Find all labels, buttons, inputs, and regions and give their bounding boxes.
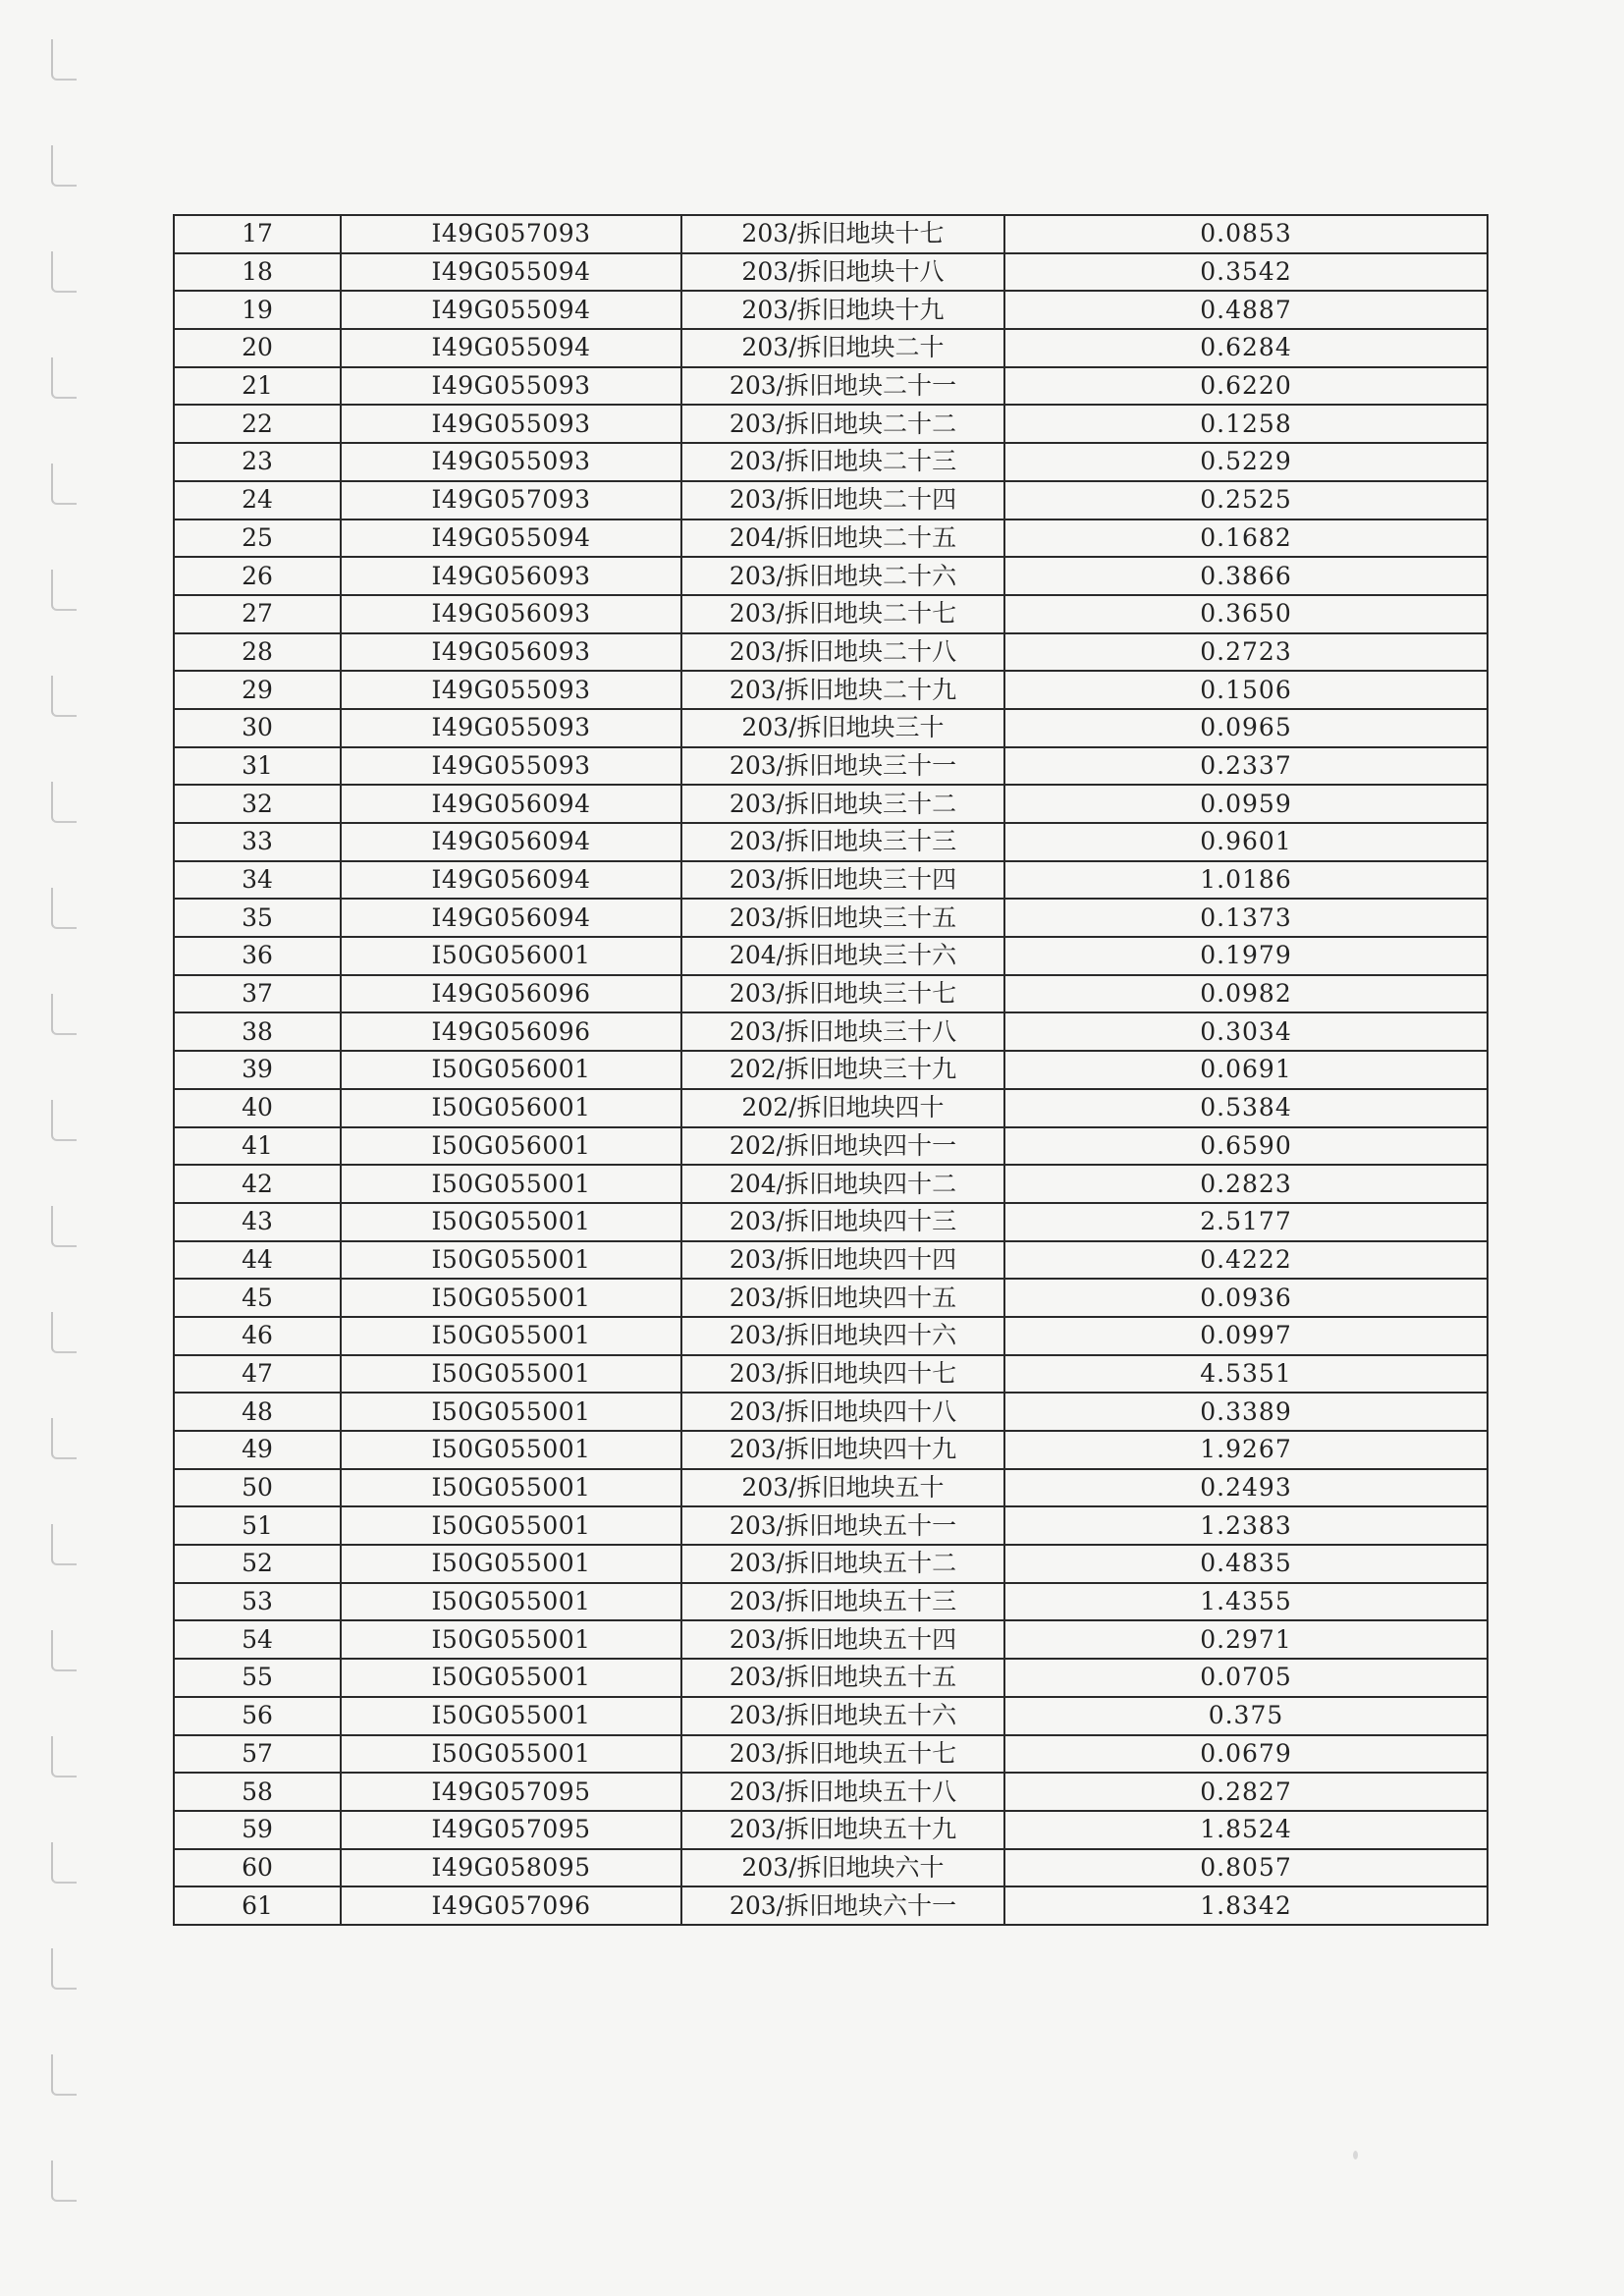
map-sheet-code-cell: I50G055001 — [341, 1506, 681, 1545]
row-number-cell: 37 — [174, 975, 341, 1013]
row-number-cell: 27 — [174, 595, 341, 633]
parcel-name-cell: 203/拆旧地块四十九 — [681, 1431, 1004, 1469]
row-number-cell: 30 — [174, 709, 341, 747]
parcel-name-cell: 203/拆旧地块四十四 — [681, 1241, 1004, 1280]
map-sheet-code-cell: I50G055001 — [341, 1355, 681, 1394]
map-sheet-code-cell: I49G056093 — [341, 633, 681, 672]
binding-mark — [51, 888, 77, 929]
map-sheet-code-cell: I50G055001 — [341, 1317, 681, 1355]
row-number-cell: 34 — [174, 861, 341, 900]
map-sheet-code-cell: I50G056001 — [341, 1089, 681, 1127]
area-value-cell: 1.2383 — [1004, 1506, 1488, 1545]
area-value-cell: 0.6590 — [1004, 1127, 1488, 1166]
area-value-cell: 0.0965 — [1004, 709, 1488, 747]
table-row — [174, 1051, 1488, 1089]
parcel-name-cell: 203/拆旧地块二十九 — [681, 671, 1004, 709]
map-sheet-code-cell: I50G055001 — [341, 1735, 681, 1774]
table-row — [174, 329, 1488, 367]
parcel-name-cell: 203/拆旧地块六十一 — [681, 1886, 1004, 1925]
row-number-cell: 19 — [174, 291, 341, 329]
map-sheet-code-cell: I49G057093 — [341, 481, 681, 519]
row-number-cell: 36 — [174, 937, 341, 975]
row-number-cell: 17 — [174, 215, 341, 253]
row-number-cell: 43 — [174, 1203, 341, 1241]
area-value-cell: 0.1258 — [1004, 405, 1488, 443]
parcel-name-cell: 203/拆旧地块二十 — [681, 329, 1004, 367]
parcel-name-cell: 203/拆旧地块四十八 — [681, 1393, 1004, 1431]
area-value-cell: 0.0959 — [1004, 785, 1488, 823]
area-value-cell: 0.3034 — [1004, 1012, 1488, 1051]
area-value-cell: 0.3389 — [1004, 1393, 1488, 1431]
binding-hole-marks — [51, 39, 110, 2259]
map-sheet-code-cell: I49G056094 — [341, 823, 681, 861]
row-number-cell: 31 — [174, 747, 341, 786]
area-value-cell: 0.0679 — [1004, 1735, 1488, 1774]
map-sheet-code-cell: I50G055001 — [341, 1241, 681, 1280]
area-value-cell: 0.4887 — [1004, 291, 1488, 329]
parcel-name-cell: 203/拆旧地块三十二 — [681, 785, 1004, 823]
binding-mark — [51, 1948, 77, 1990]
parcel-name-cell: 203/拆旧地块五十三 — [681, 1583, 1004, 1621]
row-number-cell: 59 — [174, 1811, 341, 1849]
map-sheet-code-cell: I49G055094 — [341, 291, 681, 329]
parcel-name-cell: 203/拆旧地块四十五 — [681, 1279, 1004, 1317]
area-value-cell: 0.0705 — [1004, 1659, 1488, 1697]
area-value-cell: 1.8342 — [1004, 1886, 1488, 1925]
row-number-cell: 25 — [174, 519, 341, 558]
map-sheet-code-cell: I49G056094 — [341, 861, 681, 900]
area-value-cell: 0.2823 — [1004, 1165, 1488, 1203]
parcel-name-cell: 203/拆旧地块十七 — [681, 215, 1004, 253]
row-number-cell: 45 — [174, 1279, 341, 1317]
binding-mark — [51, 1206, 77, 1247]
map-sheet-code-cell: I49G055093 — [341, 747, 681, 786]
map-sheet-code-cell: I50G055001 — [341, 1659, 681, 1697]
table-row — [174, 1393, 1488, 1431]
map-sheet-code-cell: I49G056094 — [341, 899, 681, 937]
area-value-cell: 0.2525 — [1004, 481, 1488, 519]
table-row — [174, 1431, 1488, 1469]
table-row — [174, 1583, 1488, 1621]
row-number-cell: 54 — [174, 1620, 341, 1659]
area-value-cell: 1.4355 — [1004, 1583, 1488, 1621]
binding-mark — [51, 1630, 77, 1671]
parcel-name-cell: 203/拆旧地块四十七 — [681, 1355, 1004, 1394]
binding-mark — [51, 251, 77, 293]
map-sheet-code-cell: I49G056096 — [341, 1012, 681, 1051]
area-value-cell: 0.1979 — [1004, 937, 1488, 975]
row-number-cell: 40 — [174, 1089, 341, 1127]
table-row — [174, 1620, 1488, 1659]
map-sheet-code-cell: I50G055001 — [341, 1203, 681, 1241]
area-value-cell: 0.2827 — [1004, 1773, 1488, 1811]
map-sheet-code-cell: I50G056001 — [341, 937, 681, 975]
parcel-name-cell: 203/拆旧地块四十六 — [681, 1317, 1004, 1355]
map-sheet-code-cell: I49G055093 — [341, 709, 681, 747]
map-sheet-code-cell: I49G055094 — [341, 519, 681, 558]
row-number-cell: 26 — [174, 557, 341, 595]
parcel-name-cell: 204/拆旧地块二十五 — [681, 519, 1004, 558]
row-number-cell: 44 — [174, 1241, 341, 1280]
area-value-cell: 2.5177 — [1004, 1203, 1488, 1241]
area-value-cell: 0.0997 — [1004, 1317, 1488, 1355]
map-sheet-code-cell: I49G055093 — [341, 443, 681, 481]
table-row — [174, 1089, 1488, 1127]
table-row — [174, 1545, 1488, 1583]
area-value-cell: 0.6284 — [1004, 329, 1488, 367]
table-row — [174, 1241, 1488, 1280]
parcel-name-cell: 203/拆旧地块三十五 — [681, 899, 1004, 937]
map-sheet-code-cell: I50G055001 — [341, 1279, 681, 1317]
table-row — [174, 861, 1488, 900]
map-sheet-code-cell: I49G056094 — [341, 785, 681, 823]
table-row — [174, 1012, 1488, 1051]
table-row — [174, 709, 1488, 747]
area-value-cell: 1.8524 — [1004, 1811, 1488, 1849]
map-sheet-code-cell: I49G058095 — [341, 1849, 681, 1887]
map-sheet-code-cell: I49G057095 — [341, 1811, 681, 1849]
row-number-cell: 49 — [174, 1431, 341, 1469]
area-value-cell: 0.3866 — [1004, 557, 1488, 595]
area-value-cell: 0.3542 — [1004, 253, 1488, 292]
table-row — [174, 1735, 1488, 1774]
area-value-cell: 0.375 — [1004, 1697, 1488, 1735]
table-row — [174, 1886, 1488, 1925]
table-row — [174, 1506, 1488, 1545]
parcel-name-cell: 203/拆旧地块五十一 — [681, 1506, 1004, 1545]
parcel-name-cell: 203/拆旧地块二十四 — [681, 481, 1004, 519]
row-number-cell: 33 — [174, 823, 341, 861]
table-row — [174, 519, 1488, 558]
parcel-name-cell: 203/拆旧地块二十七 — [681, 595, 1004, 633]
map-sheet-code-cell: I50G055001 — [341, 1545, 681, 1583]
area-value-cell: 0.5384 — [1004, 1089, 1488, 1127]
table-row — [174, 1811, 1488, 1849]
parcel-name-cell: 203/拆旧地块六十 — [681, 1849, 1004, 1887]
binding-mark — [51, 782, 77, 823]
row-number-cell: 55 — [174, 1659, 341, 1697]
map-sheet-code-cell: I50G055001 — [341, 1393, 681, 1431]
table-row — [174, 405, 1488, 443]
binding-mark — [51, 676, 77, 717]
table-row — [174, 595, 1488, 633]
row-number-cell: 22 — [174, 405, 341, 443]
parcel-name-cell: 203/拆旧地块十九 — [681, 291, 1004, 329]
map-sheet-code-cell: I50G055001 — [341, 1165, 681, 1203]
parcel-name-cell: 203/拆旧地块二十八 — [681, 633, 1004, 672]
parcel-name-cell: 203/拆旧地块五十五 — [681, 1659, 1004, 1697]
table-row — [174, 1279, 1488, 1317]
area-value-cell: 0.3650 — [1004, 595, 1488, 633]
area-value-cell: 4.5351 — [1004, 1355, 1488, 1394]
parcel-name-cell: 203/拆旧地块五十九 — [681, 1811, 1004, 1849]
parcel-name-cell: 203/拆旧地块五十二 — [681, 1545, 1004, 1583]
parcel-name-cell: 202/拆旧地块四十 — [681, 1089, 1004, 1127]
paper-speck — [1353, 2151, 1358, 2159]
parcel-name-cell: 202/拆旧地块四十一 — [681, 1127, 1004, 1166]
table-row — [174, 1203, 1488, 1241]
binding-mark — [51, 2160, 77, 2202]
row-number-cell: 47 — [174, 1355, 341, 1394]
parcel-name-cell: 203/拆旧地块三十三 — [681, 823, 1004, 861]
row-number-cell: 39 — [174, 1051, 341, 1089]
area-value-cell: 1.9267 — [1004, 1431, 1488, 1469]
table-row — [174, 1849, 1488, 1887]
map-sheet-code-cell: I49G055093 — [341, 671, 681, 709]
parcel-name-cell: 203/拆旧地块四十三 — [681, 1203, 1004, 1241]
binding-mark — [51, 464, 77, 505]
parcel-name-cell: 203/拆旧地块三十一 — [681, 747, 1004, 786]
table-body — [174, 215, 1488, 1925]
area-value-cell: 0.4835 — [1004, 1545, 1488, 1583]
row-number-cell: 28 — [174, 633, 341, 672]
area-value-cell: 1.0186 — [1004, 861, 1488, 900]
map-sheet-code-cell: I49G056093 — [341, 557, 681, 595]
table-row — [174, 253, 1488, 292]
row-number-cell: 18 — [174, 253, 341, 292]
table-row — [174, 1127, 1488, 1166]
binding-mark — [51, 2054, 77, 2096]
parcel-name-cell: 203/拆旧地块二十一 — [681, 367, 1004, 406]
parcel-name-cell: 202/拆旧地块三十九 — [681, 1051, 1004, 1089]
binding-mark — [51, 1418, 77, 1459]
row-number-cell: 23 — [174, 443, 341, 481]
parcel-name-cell: 204/拆旧地块四十二 — [681, 1165, 1004, 1203]
parcel-name-cell: 204/拆旧地块三十六 — [681, 937, 1004, 975]
table-row — [174, 367, 1488, 406]
area-value-cell: 0.9601 — [1004, 823, 1488, 861]
area-value-cell: 0.1682 — [1004, 519, 1488, 558]
row-number-cell: 60 — [174, 1849, 341, 1887]
binding-mark — [51, 1736, 77, 1777]
map-sheet-code-cell: I49G057096 — [341, 1886, 681, 1925]
map-sheet-code-cell: I50G055001 — [341, 1431, 681, 1469]
area-value-cell: 0.5229 — [1004, 443, 1488, 481]
table-row — [174, 899, 1488, 937]
parcel-name-cell: 203/拆旧地块五十七 — [681, 1735, 1004, 1774]
map-sheet-code-cell: I50G055001 — [341, 1469, 681, 1507]
row-number-cell: 50 — [174, 1469, 341, 1507]
table-row — [174, 1659, 1488, 1697]
table-row — [174, 1317, 1488, 1355]
table-row — [174, 671, 1488, 709]
row-number-cell: 57 — [174, 1735, 341, 1774]
area-value-cell: 0.0982 — [1004, 975, 1488, 1013]
binding-mark — [51, 357, 77, 399]
table-row — [174, 443, 1488, 481]
area-value-cell: 0.2337 — [1004, 747, 1488, 786]
map-sheet-code-cell: I49G056096 — [341, 975, 681, 1013]
area-value-cell: 0.2723 — [1004, 633, 1488, 672]
binding-mark — [51, 1100, 77, 1141]
binding-mark — [51, 145, 77, 187]
table-row — [174, 1773, 1488, 1811]
row-number-cell: 20 — [174, 329, 341, 367]
table-row — [174, 291, 1488, 329]
binding-mark — [51, 1524, 77, 1565]
parcel-name-cell: 203/拆旧地块十八 — [681, 253, 1004, 292]
row-number-cell: 61 — [174, 1886, 341, 1925]
row-number-cell: 42 — [174, 1165, 341, 1203]
table-row — [174, 1165, 1488, 1203]
parcel-name-cell: 203/拆旧地块五十八 — [681, 1773, 1004, 1811]
parcel-name-cell: 203/拆旧地块三十四 — [681, 861, 1004, 900]
row-number-cell: 38 — [174, 1012, 341, 1051]
table-row — [174, 557, 1488, 595]
parcel-name-cell: 203/拆旧地块三十 — [681, 709, 1004, 747]
table-row — [174, 1355, 1488, 1394]
table-row — [174, 937, 1488, 975]
table-row — [174, 747, 1488, 786]
binding-mark — [51, 570, 77, 611]
row-number-cell: 29 — [174, 671, 341, 709]
parcel-name-cell: 203/拆旧地块五十六 — [681, 1697, 1004, 1735]
table-row — [174, 785, 1488, 823]
row-number-cell: 41 — [174, 1127, 341, 1166]
area-value-cell: 0.6220 — [1004, 367, 1488, 406]
area-value-cell: 0.2493 — [1004, 1469, 1488, 1507]
binding-mark — [51, 994, 77, 1035]
row-number-cell: 52 — [174, 1545, 341, 1583]
parcel-name-cell: 203/拆旧地块三十七 — [681, 975, 1004, 1013]
map-sheet-code-cell: I50G056001 — [341, 1127, 681, 1166]
area-value-cell: 0.0936 — [1004, 1279, 1488, 1317]
row-number-cell: 35 — [174, 899, 341, 937]
table-row — [174, 1469, 1488, 1507]
parcel-name-cell: 203/拆旧地块二十六 — [681, 557, 1004, 595]
row-number-cell: 21 — [174, 367, 341, 406]
parcel-name-cell: 203/拆旧地块五十 — [681, 1469, 1004, 1507]
row-number-cell: 32 — [174, 785, 341, 823]
map-sheet-code-cell: I49G055093 — [341, 405, 681, 443]
area-value-cell: 0.4222 — [1004, 1241, 1488, 1280]
map-sheet-code-cell: I49G055093 — [341, 367, 681, 406]
map-sheet-code-cell: I50G056001 — [341, 1051, 681, 1089]
table-row — [174, 1697, 1488, 1735]
area-value-cell: 0.2971 — [1004, 1620, 1488, 1659]
row-number-cell: 24 — [174, 481, 341, 519]
parcel-name-cell: 203/拆旧地块二十二 — [681, 405, 1004, 443]
table-row — [174, 633, 1488, 672]
row-number-cell: 58 — [174, 1773, 341, 1811]
parcel-name-cell: 203/拆旧地块二十三 — [681, 443, 1004, 481]
map-sheet-code-cell: I50G055001 — [341, 1583, 681, 1621]
table-row — [174, 975, 1488, 1013]
land-parcel-table — [173, 214, 1489, 1926]
row-number-cell: 46 — [174, 1317, 341, 1355]
area-value-cell: 0.8057 — [1004, 1849, 1488, 1887]
row-number-cell: 51 — [174, 1506, 341, 1545]
row-number-cell: 48 — [174, 1393, 341, 1431]
map-sheet-code-cell: I49G055094 — [341, 253, 681, 292]
parcel-name-cell: 203/拆旧地块三十八 — [681, 1012, 1004, 1051]
area-value-cell: 0.1506 — [1004, 671, 1488, 709]
map-sheet-code-cell: I49G056093 — [341, 595, 681, 633]
map-sheet-code-cell: I50G055001 — [341, 1620, 681, 1659]
row-number-cell: 56 — [174, 1697, 341, 1735]
area-value-cell: 0.0691 — [1004, 1051, 1488, 1089]
table-row — [174, 481, 1488, 519]
area-value-cell: 0.1373 — [1004, 899, 1488, 937]
area-value-cell: 0.0853 — [1004, 215, 1488, 253]
binding-mark — [51, 1842, 77, 1884]
map-sheet-code-cell: I49G055094 — [341, 329, 681, 367]
map-sheet-code-cell: I50G055001 — [341, 1697, 681, 1735]
map-sheet-code-cell: I49G057093 — [341, 215, 681, 253]
map-sheet-code-cell: I49G057095 — [341, 1773, 681, 1811]
parcel-name-cell: 203/拆旧地块五十四 — [681, 1620, 1004, 1659]
row-number-cell: 53 — [174, 1583, 341, 1621]
binding-mark — [51, 39, 77, 81]
binding-mark — [51, 1312, 77, 1353]
table-row — [174, 823, 1488, 861]
table-row — [174, 215, 1488, 253]
